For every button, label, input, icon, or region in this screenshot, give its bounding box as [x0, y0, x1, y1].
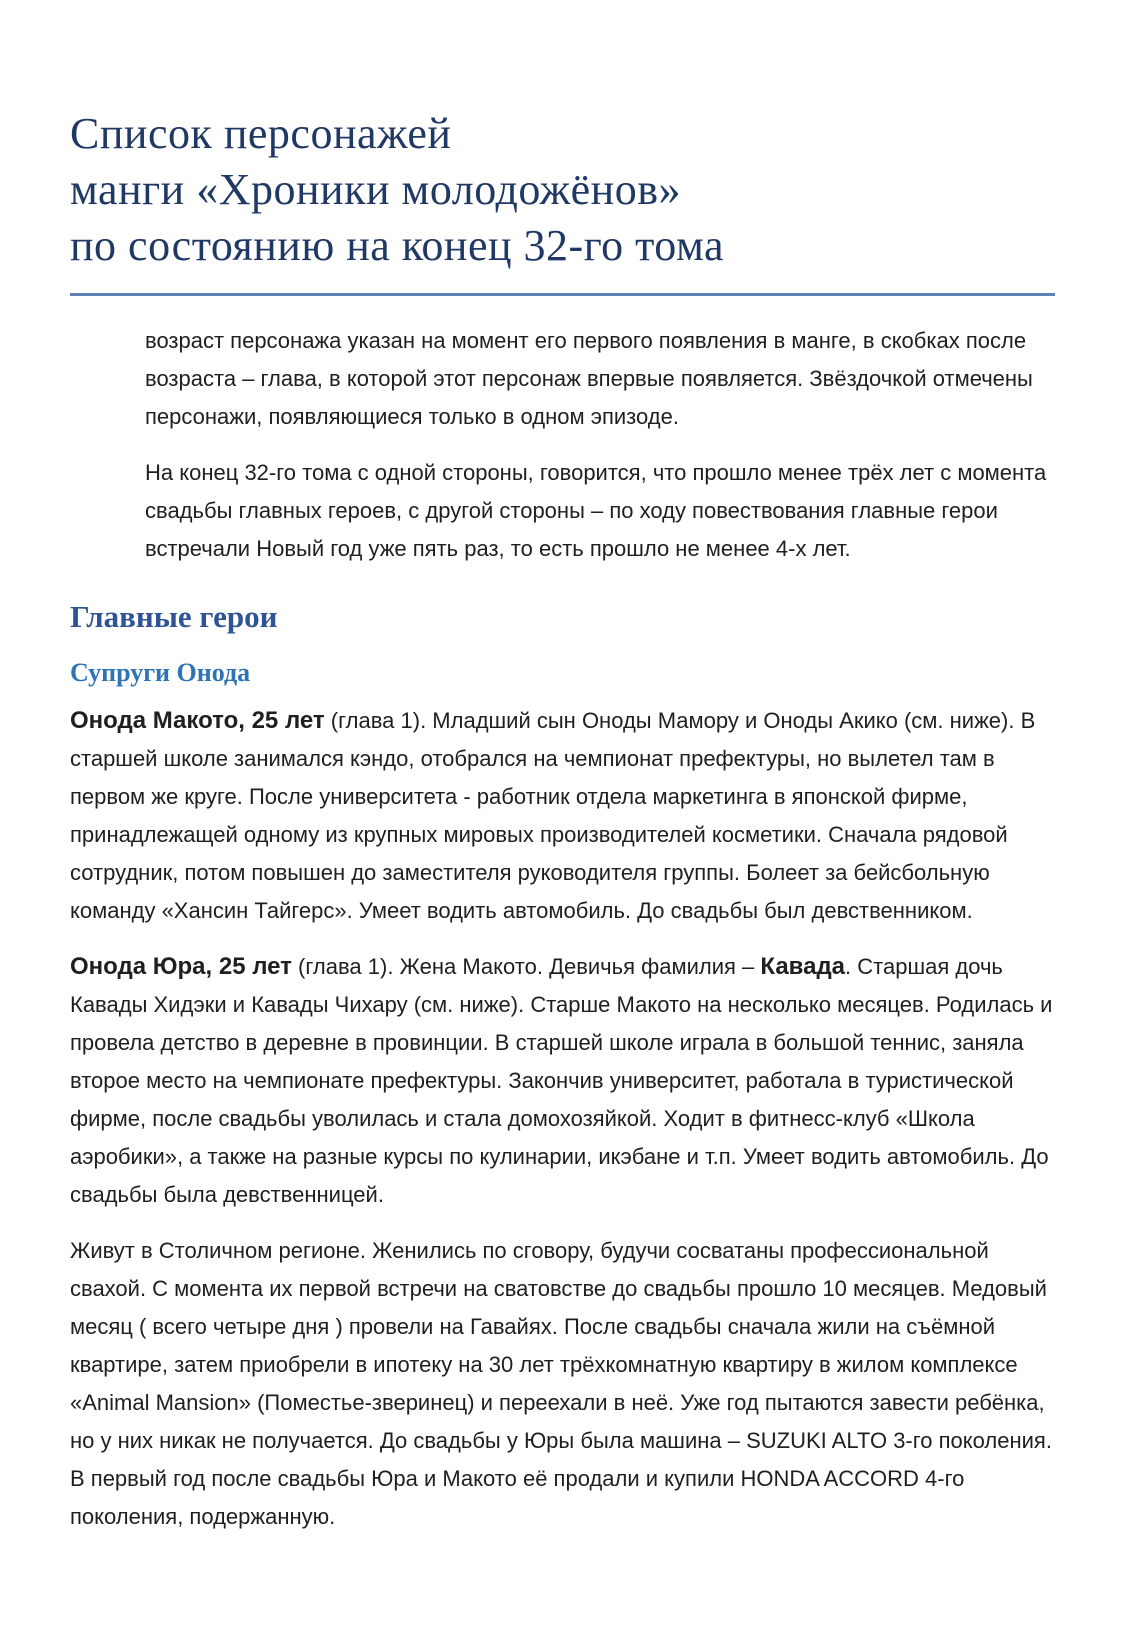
intro-block — [70, 322, 1055, 568]
document-title — [70, 106, 1055, 274]
character-name-makoto: Онода Макото, 25 лет — [70, 707, 325, 734]
title-line-1: Список персонажей — [70, 109, 452, 158]
character-text-makoto: (глава 1). Младший сын Оноды Мамору и Оноды Акико (см. ниже). В старшей школе занимался кэндо, отобрался на чемпионат префектуры, но вылетел там в первом же круге. После университета - работник отдела маркетинга в японской фирме, принадлежащей одному из крупных мировых производителей косметики. Сначала рядовой сотрудник, потом повышен до заместителя руководителя группы. Болеет за бейсбольную команду «Хансин Тайгерс». Умеет водить автомобиль. До свадьбы был девственником. — [70, 708, 1036, 923]
title-line-3: по состоянию на конец 32-го тома — [70, 221, 725, 270]
paragraph-couple-life: Живут в Столичном регионе. Женились по сговору, будучи сосватаны профессиональной свахой. С момента их первой встречи на сватовстве до свадьбы прошло 10 месяцев. Медовый месяц ( всего четыре дня ) провели на Гавайях. После свадьбы сначала жили на съёмной квартире, затем приобрели в ипотеку на 30 лет трёхкомнатную квартиру в жилом комплексе «Animal Mansion» (Поместье-зверинец) и переехали в неё. Уже год пытаются завести ребёнка, но у них никак не получается. До свадьбы у Юры была машина – SUZUKI ALTO 3-го поколения. В первый год после свадьбы Юра и Макото её продали и купили HONDA ACCORD 4-го поколения, подержанную. — [70, 1238, 1052, 1529]
character-text-yura-mid: (глава 1). Жена Макото. Девичья фамилия – — [291, 954, 761, 979]
paragraph-onoda-makoto — [70, 702, 1055, 930]
heading-onoda-spouses: Супруги Онода — [70, 658, 251, 687]
character-name-yura: Онода Юра, 25 лет — [70, 953, 292, 980]
intro-paragraph-2: На конец 32-го тома с одной стороны, говорится, что прошло менее трёх лет с момента свадьбы главных героев, с другой стороны – по ходу повествования главные герои встречали Новый год уже пять раз, то есть прошло не менее 4-х лет. — [145, 460, 1047, 561]
title-line-2: манги «Хроники молодожёнов» — [70, 165, 682, 214]
title-underline-rule — [70, 293, 1055, 296]
character-text-yura: . Старшая дочь Кавады Хидэки и Кавады Чихару (см. ниже). Старше Макото на несколько месяцев. Родилась и провела детство в деревне в провинции. В старшей школе играла в большой теннис, заняла второе место на чемпионате префектуры. Закончив университет, работала в туристической фирме, после свадьбы уволилась и стала домохозяйкой. Ходит в фитнесс-клуб «Школа аэробики», а также на разные курсы по кулинарии, икэбане и т.п. Умеет водить автомобиль. До свадьбы была девственницей. — [70, 954, 1053, 1207]
heading-main-heroes: Главные герои — [70, 599, 278, 634]
maiden-name-kavada: Кавада — [760, 953, 846, 980]
intro-paragraph-1: возраст персонажа указан на момент его первого появления в манге, в скобках после возраста – глава, в которой этот персонаж впервые появляется. Звёздочкой отмечены персонажи, появляющиеся только в одном эпизоде. — [145, 328, 1033, 429]
paragraph-onoda-yura — [70, 948, 1055, 1214]
